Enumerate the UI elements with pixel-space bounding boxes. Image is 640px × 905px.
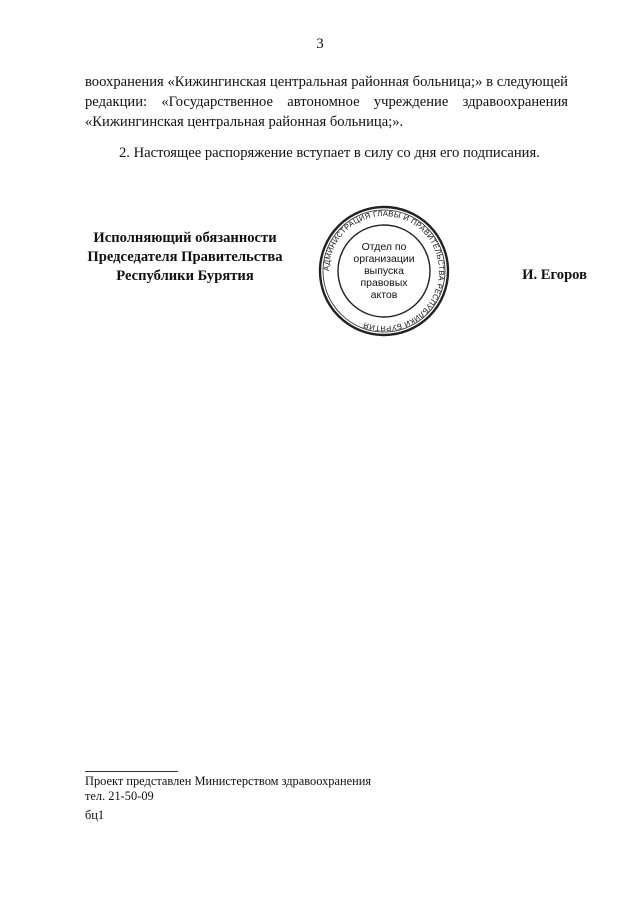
document-code: бц1 (85, 808, 105, 822)
stamp-center-line-1: Отдел по (361, 241, 407, 253)
footnote (85, 774, 371, 804)
footnote-line-2: тел. 21-50-09 (85, 789, 154, 803)
signer-title-line-3: Республики Бурятия (116, 268, 254, 284)
stamp-center-line-5: актов (370, 289, 398, 301)
official-stamp (316, 203, 452, 339)
paragraph-1: воохранения «Кижингинская центральная районная больница;» в следующей редакции: «Государственное автономное учреждение здравоохранения «Кижингинская центральная районная больница;». (85, 74, 568, 130)
signer-name: И. Егоров (522, 267, 587, 283)
stamp-center-line-4: правовых (360, 277, 408, 289)
stamp-ring-textpath: АДМИНИСТРАЦИЯ ГЛАВЫ И ПРАВИТЕЛЬСТВА РЕСПУБЛИКИ БУРЯТИЯ (321, 208, 447, 334)
footnote-divider (85, 771, 178, 772)
paragraph-2: 2. Настоящее распоряжение вступает в силу со дня его подписания. (119, 145, 540, 161)
page-number: 3 (316, 36, 324, 52)
signer-title-line-1: Исполняющий обязанности (93, 230, 277, 246)
signer-title (70, 229, 300, 286)
signer-title-line-2: Председателя Правительства (87, 249, 283, 265)
footnote-line-1: Проект представлен Министерством здравоохранения (85, 774, 372, 788)
stamp-center-line-2: организации (353, 253, 415, 265)
stamp-center-line-3: выпуска (364, 265, 404, 277)
